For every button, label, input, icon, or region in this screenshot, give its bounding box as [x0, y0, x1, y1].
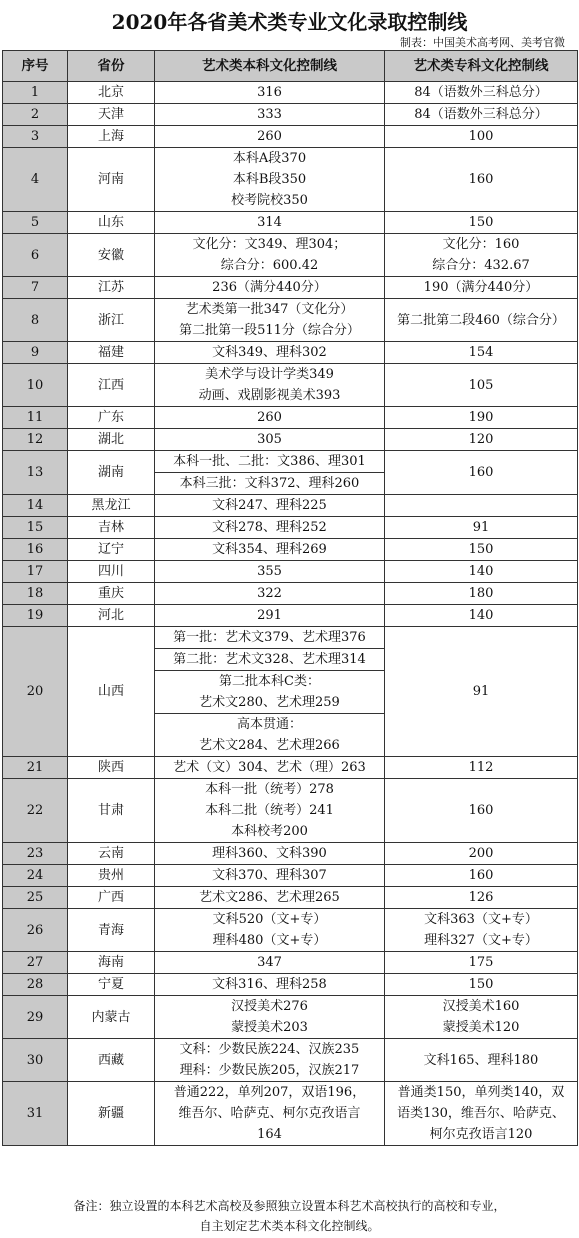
score-table	[2, 50, 578, 1146]
bachelor-line-text: 维吾尔、哈萨克、柯尔克孜语言	[178, 1106, 361, 1121]
junior-line-cell	[385, 82, 578, 104]
bachelor-line-cell	[155, 952, 385, 974]
junior-line-text: 综合分：432.67	[432, 258, 530, 273]
bachelor-line-cell	[155, 473, 385, 495]
bachelor-line-text: 文科247、理科225	[212, 498, 327, 513]
bachelor-line-cell	[155, 364, 385, 407]
row-index: 11	[3, 407, 68, 429]
junior-line-text: 汉授美术160	[442, 999, 520, 1014]
table-row	[3, 1039, 578, 1082]
province-cell: 湖南	[68, 451, 155, 495]
junior-line-cell	[385, 407, 578, 429]
table-row	[3, 779, 578, 843]
province-cell: 辽宁	[68, 539, 155, 561]
row-index: 9	[3, 342, 68, 364]
bachelor-line-text: 艺术文286、艺术理265	[199, 890, 340, 905]
junior-line-cell	[385, 605, 578, 627]
province-cell: 广东	[68, 407, 155, 429]
row-index: 27	[3, 952, 68, 974]
junior-line-text: 105	[468, 377, 494, 393]
row-index: 12	[3, 429, 68, 451]
row-index: 22	[3, 779, 68, 843]
province-cell: 江苏	[68, 277, 155, 299]
bachelor-line-text: 普通222，单列207，双语196，	[173, 1085, 366, 1100]
junior-line-text: 190	[468, 410, 494, 425]
table-row	[3, 561, 578, 583]
junior-line-text: 190（满分440分）	[423, 280, 539, 295]
row-index: 24	[3, 865, 68, 887]
bachelor-line-cell	[155, 234, 385, 277]
table-row	[3, 887, 578, 909]
bachelor-line-cell	[155, 757, 385, 779]
bachelor-line-text: 本科校考200	[231, 824, 308, 839]
footnote-line: 备注：独立设置的本科艺术高校及参照独立设置本科艺术高校执行的高校和专业，	[73, 1199, 506, 1213]
province-cell: 内蒙古	[68, 996, 155, 1039]
bachelor-line-cell	[155, 82, 385, 104]
row-index: 14	[3, 495, 68, 517]
bachelor-line-text: 164	[257, 1127, 282, 1142]
table-row	[3, 429, 578, 451]
junior-line-cell	[385, 757, 578, 779]
row-index: 30	[3, 1039, 68, 1082]
junior-line-text: 112	[468, 760, 494, 775]
header-bachelor-line: 艺术类本科文化控制线	[155, 51, 385, 82]
bachelor-line-text: 260	[257, 410, 282, 425]
bachelor-line-text: 322	[257, 586, 282, 601]
bachelor-line-text: 理科360、文科390	[212, 846, 327, 861]
table-row	[3, 583, 578, 605]
bachelor-line-text: 理科480（文+专）	[212, 933, 327, 948]
province-cell: 安徽	[68, 234, 155, 277]
bachelor-line-cell	[155, 671, 385, 714]
bachelor-line-text: 本科三批：文科372、理科260	[179, 476, 360, 491]
bachelor-line-cell	[155, 779, 385, 843]
table-row	[3, 82, 578, 104]
province-cell: 河南	[68, 148, 155, 212]
bachelor-line-cell	[155, 909, 385, 952]
province-cell: 北京	[68, 82, 155, 104]
bachelor-line-text: 美术学与设计学类349	[205, 367, 334, 382]
bachelor-line-text: 第二批：艺术文328、艺术理314	[173, 652, 366, 667]
bachelor-line-cell	[155, 126, 385, 148]
bachelor-line-cell	[155, 407, 385, 429]
bachelor-line-text: 校考院校350	[231, 193, 308, 208]
junior-line-text: 160	[468, 172, 494, 187]
junior-line-cell	[385, 517, 578, 539]
junior-line-text: 普通类150，单列类140，双	[397, 1085, 565, 1100]
bachelor-line-cell	[155, 1082, 385, 1146]
footnote	[0, 1196, 579, 1236]
junior-line-cell	[385, 429, 578, 451]
bachelor-line-text: 蒙授美术203	[231, 1020, 308, 1035]
province-cell: 宁夏	[68, 974, 155, 996]
row-index: 15	[3, 517, 68, 539]
province-cell: 江西	[68, 364, 155, 407]
province-cell: 陕西	[68, 757, 155, 779]
bachelor-line-text: 355	[257, 564, 282, 579]
bachelor-line-cell	[155, 583, 385, 605]
bachelor-line-text: 本科A段370	[232, 151, 307, 166]
province-cell: 浙江	[68, 299, 155, 342]
junior-line-cell	[385, 451, 578, 495]
table-row	[3, 104, 578, 126]
row-index: 13	[3, 451, 68, 495]
bachelor-line-text: 艺术类第一批347（文化分）	[185, 302, 354, 317]
junior-line-cell	[385, 909, 578, 952]
bachelor-line-cell	[155, 451, 385, 473]
junior-line-text: 100	[468, 129, 494, 144]
row-index: 26	[3, 909, 68, 952]
junior-line-text: 120	[468, 432, 494, 447]
junior-line-cell	[385, 974, 578, 996]
bachelor-line-text: 236（满分440分）	[212, 280, 327, 295]
bachelor-line-text: 文科：少数民族224、汉族235	[179, 1042, 360, 1057]
junior-line-cell	[385, 104, 578, 126]
page-title: 2020年各省美术类专业文化录取控制线	[111, 10, 468, 34]
junior-line-text: 175	[468, 955, 494, 970]
table-row	[3, 364, 578, 407]
junior-line-text: 柯尔克孜语言120	[429, 1127, 533, 1142]
bachelor-line-cell	[155, 1039, 385, 1082]
row-index: 17	[3, 561, 68, 583]
province-cell: 山东	[68, 212, 155, 234]
row-index: 18	[3, 583, 68, 605]
junior-line-text: 200	[468, 846, 494, 861]
bachelor-line-cell	[155, 517, 385, 539]
junior-line-text: 第二批第二段460（综合分）	[397, 312, 565, 328]
bachelor-line-cell	[155, 974, 385, 996]
bachelor-line-text: 文科278、理科252	[212, 520, 327, 535]
table-row	[3, 212, 578, 234]
table-row	[3, 757, 578, 779]
bachelor-line-cell	[155, 605, 385, 627]
table-row	[3, 952, 578, 974]
bachelor-line-text: 文科354、理科269	[212, 542, 327, 557]
junior-line-cell	[385, 952, 578, 974]
junior-line-text: 84（语数外三科总分）	[414, 85, 548, 100]
junior-line-cell	[385, 364, 578, 407]
bachelor-line-text: 理科：少数民族205，汉族217	[179, 1063, 360, 1078]
table-row	[3, 451, 578, 473]
bachelor-line-text: 动画、戏剧影视美术393	[198, 388, 341, 403]
bachelor-line-text: 第二批第一段511分（综合分）	[179, 323, 360, 338]
header-index: 序号	[3, 51, 68, 82]
bachelor-line-text: 347	[257, 955, 282, 970]
bachelor-line-text: 艺术（文）304、艺术（理）263	[173, 760, 366, 775]
province-cell: 福建	[68, 342, 155, 364]
junior-line-cell	[385, 865, 578, 887]
junior-line-text: 140	[468, 608, 494, 623]
junior-line-text: 91	[472, 684, 490, 699]
table-row	[3, 277, 578, 299]
province-cell: 四川	[68, 561, 155, 583]
province-cell: 河北	[68, 605, 155, 627]
junior-line-cell	[385, 342, 578, 364]
bachelor-line-cell	[155, 277, 385, 299]
junior-line-text: 理科327（文+专）	[424, 933, 538, 948]
row-index: 3	[3, 126, 68, 148]
bachelor-line-text: 文科349、理科302	[212, 345, 327, 360]
junior-line-text: 126	[468, 890, 494, 905]
row-index: 28	[3, 974, 68, 996]
row-index: 25	[3, 887, 68, 909]
bachelor-line-text: 汉授美术276	[231, 999, 308, 1014]
table-row	[3, 843, 578, 865]
bachelor-line-text: 文科520（文+专）	[212, 912, 327, 927]
table-row	[3, 126, 578, 148]
province-cell: 云南	[68, 843, 155, 865]
junior-line-text: 150	[468, 215, 494, 230]
table-row	[3, 909, 578, 952]
row-index: 31	[3, 1082, 68, 1146]
bachelor-line-cell	[155, 104, 385, 126]
row-index: 29	[3, 996, 68, 1039]
bachelor-line-text: 本科一批（统考）278	[205, 782, 334, 797]
bachelor-line-text: 291	[257, 608, 282, 623]
junior-line-text: 语类130，维吾尔、哈萨克、	[397, 1106, 565, 1121]
junior-line-cell	[385, 277, 578, 299]
bachelor-line-text: 高本贯通：	[236, 717, 302, 732]
province-cell: 海南	[68, 952, 155, 974]
bachelor-line-text: 305	[257, 432, 282, 447]
bachelor-line-text: 333	[257, 107, 282, 122]
junior-line-text: 180	[468, 586, 494, 601]
row-index: 4	[3, 148, 68, 212]
row-index: 1	[3, 82, 68, 104]
bachelor-line-cell	[155, 865, 385, 887]
province-cell: 山西	[68, 627, 155, 757]
header-junior-line: 艺术类专科文化控制线	[385, 51, 578, 82]
bachelor-line-cell	[155, 714, 385, 757]
row-index: 20	[3, 627, 68, 757]
bachelor-line-text: 第一批：艺术文379、艺术理376	[173, 630, 366, 645]
table-body	[3, 82, 578, 1146]
bachelor-line-text: 文科370、理科307	[212, 868, 327, 883]
header-row	[3, 51, 578, 82]
bachelor-line-text: 316	[257, 85, 282, 100]
bachelor-line-cell	[155, 342, 385, 364]
table-row	[3, 627, 578, 649]
bachelor-line-text: 第二批本科C类：	[219, 674, 320, 689]
junior-line-text: 150	[468, 977, 494, 992]
footnote-line: 自主划定艺术类本科文化控制线。	[199, 1219, 380, 1233]
junior-line-text: 150	[468, 542, 494, 557]
junior-line-cell	[385, 887, 578, 909]
junior-line-text: 91	[472, 520, 490, 535]
bachelor-line-cell	[155, 649, 385, 671]
province-cell: 湖北	[68, 429, 155, 451]
junior-line-cell	[385, 583, 578, 605]
province-cell: 广西	[68, 887, 155, 909]
province-cell: 吉林	[68, 517, 155, 539]
junior-line-cell	[385, 299, 578, 342]
bachelor-line-cell	[155, 495, 385, 517]
row-index: 7	[3, 277, 68, 299]
row-index: 10	[3, 364, 68, 407]
province-cell: 西藏	[68, 1039, 155, 1082]
province-cell: 重庆	[68, 583, 155, 605]
table-row	[3, 407, 578, 429]
junior-line-cell	[385, 1039, 578, 1082]
row-index: 19	[3, 605, 68, 627]
bachelor-line-cell	[155, 996, 385, 1039]
table-row	[3, 996, 578, 1039]
junior-line-text: 160	[468, 868, 494, 883]
junior-line-cell	[385, 212, 578, 234]
table-row	[3, 342, 578, 364]
junior-line-cell	[385, 148, 578, 212]
bachelor-line-text: 艺术文284、艺术理266	[199, 738, 340, 753]
province-cell: 贵州	[68, 865, 155, 887]
junior-line-cell	[385, 1082, 578, 1146]
row-index: 23	[3, 843, 68, 865]
bachelor-line-cell	[155, 148, 385, 212]
table-row	[3, 865, 578, 887]
row-index: 5	[3, 212, 68, 234]
table-row	[3, 517, 578, 539]
junior-line-cell	[385, 495, 578, 517]
row-index: 21	[3, 757, 68, 779]
bachelor-line-cell	[155, 539, 385, 561]
table-row	[3, 1082, 578, 1146]
bachelor-line-cell	[155, 212, 385, 234]
junior-line-cell	[385, 539, 578, 561]
table-row	[3, 299, 578, 342]
bachelor-line-text: 综合分：600.42	[220, 258, 319, 273]
row-index: 6	[3, 234, 68, 277]
junior-line-text: 蒙授美术120	[442, 1020, 520, 1035]
table-row	[3, 495, 578, 517]
table-row	[3, 148, 578, 212]
junior-line-cell	[385, 779, 578, 843]
header-province: 省份	[68, 51, 155, 82]
province-cell: 新疆	[68, 1082, 155, 1146]
bachelor-line-text: 260	[257, 129, 282, 144]
junior-line-cell	[385, 126, 578, 148]
junior-line-cell	[385, 996, 578, 1039]
row-index: 2	[3, 104, 68, 126]
bachelor-line-text: 文化分：文349、理304；	[192, 237, 347, 252]
bachelor-line-text: 314	[257, 215, 282, 230]
bachelor-line-text: 本科B段350	[232, 172, 307, 187]
junior-line-text: 文化分：160	[442, 237, 520, 252]
title-block	[0, 0, 579, 50]
bachelor-line-text: 本科二批（统考）241	[205, 803, 334, 818]
bachelor-line-cell	[155, 429, 385, 451]
province-cell: 青海	[68, 909, 155, 952]
junior-line-cell	[385, 843, 578, 865]
bachelor-line-text: 本科一批、二批：文386、理301	[173, 454, 366, 469]
province-cell: 上海	[68, 126, 155, 148]
row-index: 8	[3, 299, 68, 342]
bachelor-line-cell	[155, 627, 385, 649]
junior-line-text: 文科363（文+专）	[424, 912, 538, 927]
credit-line: 制表：中国美术高考网、美考官微	[400, 36, 565, 49]
junior-line-text: 154	[468, 345, 494, 360]
junior-line-cell	[385, 561, 578, 583]
table-row	[3, 234, 578, 277]
junior-line-text: 140	[468, 564, 494, 579]
junior-line-text: 160	[468, 465, 494, 480]
junior-line-text: 160	[468, 803, 494, 818]
table-row	[3, 539, 578, 561]
junior-line-cell	[385, 627, 578, 757]
bachelor-line-text: 艺术文280、艺术理259	[199, 695, 340, 710]
bachelor-line-cell	[155, 843, 385, 865]
row-index: 16	[3, 539, 68, 561]
province-cell: 黑龙江	[68, 495, 155, 517]
table-row	[3, 974, 578, 996]
bachelor-line-cell	[155, 887, 385, 909]
bachelor-line-text: 文科316、理科258	[212, 977, 327, 992]
junior-line-text: 84（语数外三科总分）	[414, 107, 548, 122]
table-row	[3, 605, 578, 627]
junior-line-text: 文科165、理科180	[423, 1052, 539, 1068]
bachelor-line-cell	[155, 299, 385, 342]
bachelor-line-cell	[155, 561, 385, 583]
junior-line-cell	[385, 234, 578, 277]
province-cell: 天津	[68, 104, 155, 126]
province-cell: 甘肃	[68, 779, 155, 843]
